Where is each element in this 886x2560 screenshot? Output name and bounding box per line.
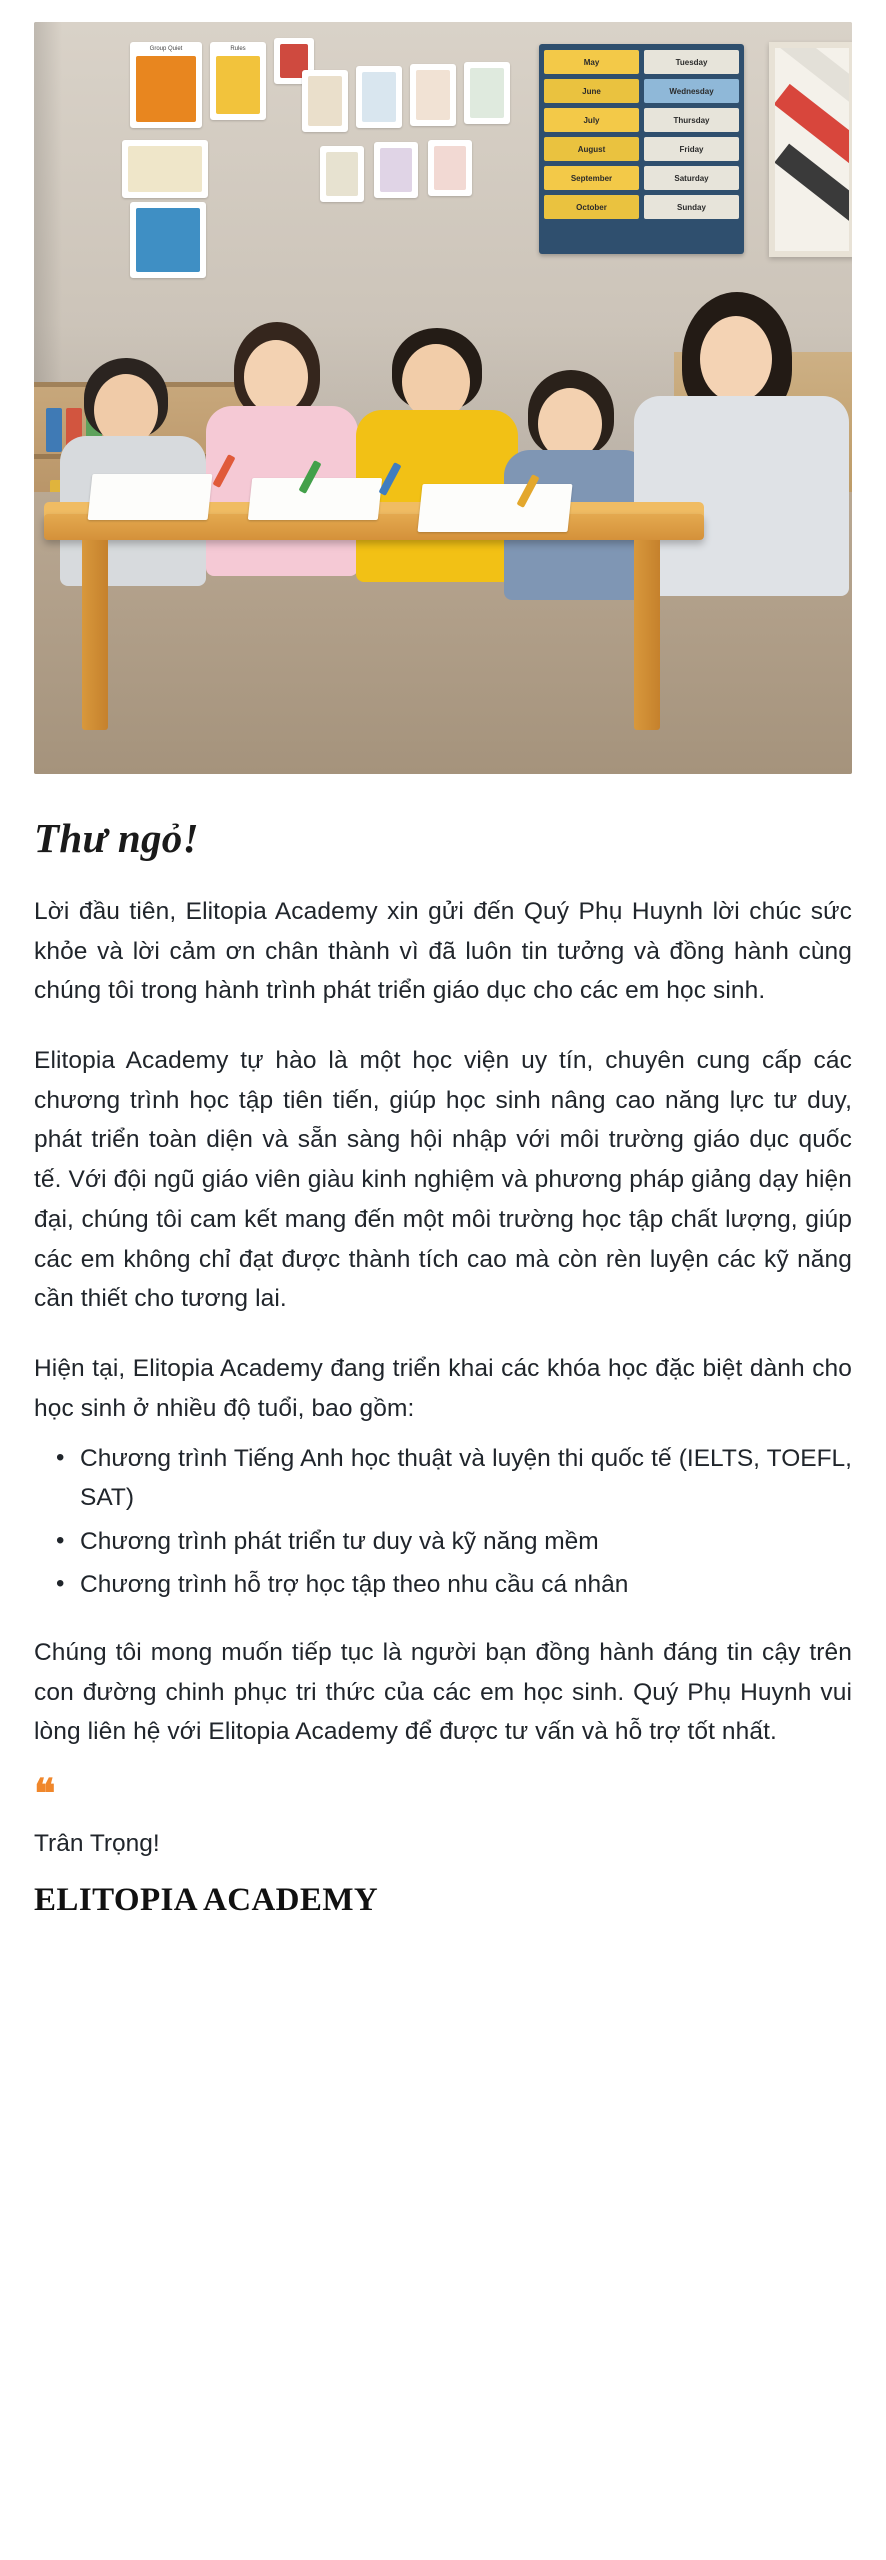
child-yellow bbox=[352, 328, 522, 578]
poster-blue bbox=[130, 202, 206, 278]
calendar-row bbox=[544, 108, 739, 132]
paper-sheet bbox=[248, 478, 382, 520]
child-denim bbox=[504, 370, 654, 590]
poster-cream bbox=[122, 140, 208, 198]
table-leg-left bbox=[82, 540, 108, 730]
paragraph-intro: Lời đầu tiên, Elitopia Academy xin gửi đến Quý Phụ Huynh lời chúc sức khỏe và lời cảm ơn chân thành vì đã luôn tin tưởng và đồng hành cùng chúng tôi trong hành trình phát triển giáo dục cho các em học sinh. bbox=[34, 898, 852, 1005]
wall-art-canvas bbox=[769, 42, 852, 257]
signoff-text: Trân Trọng! bbox=[34, 1830, 160, 1858]
list-item: • Chương trình Tiếng Anh học thuật và luyện thi quốc tế (IELTS, TOEFL, SAT) bbox=[50, 1440, 852, 1517]
calendar-cell: Saturday bbox=[644, 166, 739, 190]
calendar-row bbox=[544, 195, 739, 219]
calendar-cell: July bbox=[544, 108, 639, 132]
calendar-row bbox=[544, 166, 739, 190]
poster-card-2 bbox=[356, 66, 402, 128]
quote-icon: ❝ bbox=[34, 1771, 56, 1817]
calendar-cell: Wednesday bbox=[644, 79, 739, 103]
calendar-cell: October bbox=[544, 195, 639, 219]
brand-name: ELITOPIA ACADEMY bbox=[34, 1882, 379, 1919]
calendar-cell: August bbox=[544, 137, 639, 161]
poster-card-7 bbox=[428, 140, 472, 196]
calendar-cell: Sunday bbox=[644, 195, 739, 219]
calendar-cell: June bbox=[544, 79, 639, 103]
poster-card-1 bbox=[302, 70, 348, 132]
calendar-cell: September bbox=[544, 166, 639, 190]
paragraph-closing: Chúng tôi mong muốn tiếp tục là người bạn đồng hành đáng tin cậy trên con đường chinh phục tri thức của các em học sinh. Quý Phụ Huynh vui lòng liên hệ với Elitopia Academy để được tư vấn và hỗ trợ tốt nhất. bbox=[34, 1639, 852, 1746]
calendar-cell: Tuesday bbox=[644, 50, 739, 74]
classroom-photo bbox=[34, 22, 852, 774]
paper-sheet bbox=[417, 484, 572, 532]
poster-card-4 bbox=[464, 62, 510, 124]
poster-card-3 bbox=[410, 64, 456, 126]
paragraph-courses-lead: Hiện tại, Elitopia Academy đang triển khai các khóa học đặc biệt dành cho học sinh ở nhiều độ tuổi, bao gồm: bbox=[34, 1354, 852, 1422]
poster-yellow: Rules bbox=[210, 42, 266, 120]
calendar-chart bbox=[539, 44, 744, 254]
list-item: • Chương trình phát triển tư duy và kỹ năng mềm bbox=[50, 1523, 852, 1562]
calendar-row bbox=[544, 137, 739, 161]
list-item: • Chương trình hỗ trợ học tập theo nhu cầu cá nhân bbox=[50, 1566, 852, 1605]
paragraph-about: Elitopia Academy tự hào là một học viện uy tín, chuyên cung cấp các chương trình học tập tiên tiến, giúp học sinh nâng cao năng lực tư duy, phát triển toàn diện và sẵn sàng hội nhập với môi trường giáo dục quốc tế. Với đội ngũ giáo viên giàu kinh nghiệm và phương pháp giảng dạy hiện đại, chúng tôi cam kết mang đến một môi trường học tập chất lượng, giúp các em không chỉ đạt được thành tích cao mà còn rèn luyện các kỹ năng cần thiết cho tương lai. bbox=[34, 1047, 852, 1313]
calendar-cell: May bbox=[544, 50, 639, 74]
calendar-cell: Thursday bbox=[644, 108, 739, 132]
calendar-row bbox=[544, 50, 739, 74]
page-title: Thư ngỏ! bbox=[34, 815, 199, 861]
calendar-cell: Friday bbox=[644, 137, 739, 161]
teacher bbox=[634, 292, 849, 592]
table-leg-right bbox=[634, 540, 660, 730]
paper-sheet bbox=[88, 474, 213, 520]
poster-card-5 bbox=[320, 146, 364, 202]
poster-orange: Group Quiet bbox=[130, 42, 202, 128]
letter-body bbox=[34, 774, 852, 1919]
course-list bbox=[34, 1440, 852, 1605]
calendar-row bbox=[544, 79, 739, 103]
poster-card-6 bbox=[374, 142, 418, 198]
